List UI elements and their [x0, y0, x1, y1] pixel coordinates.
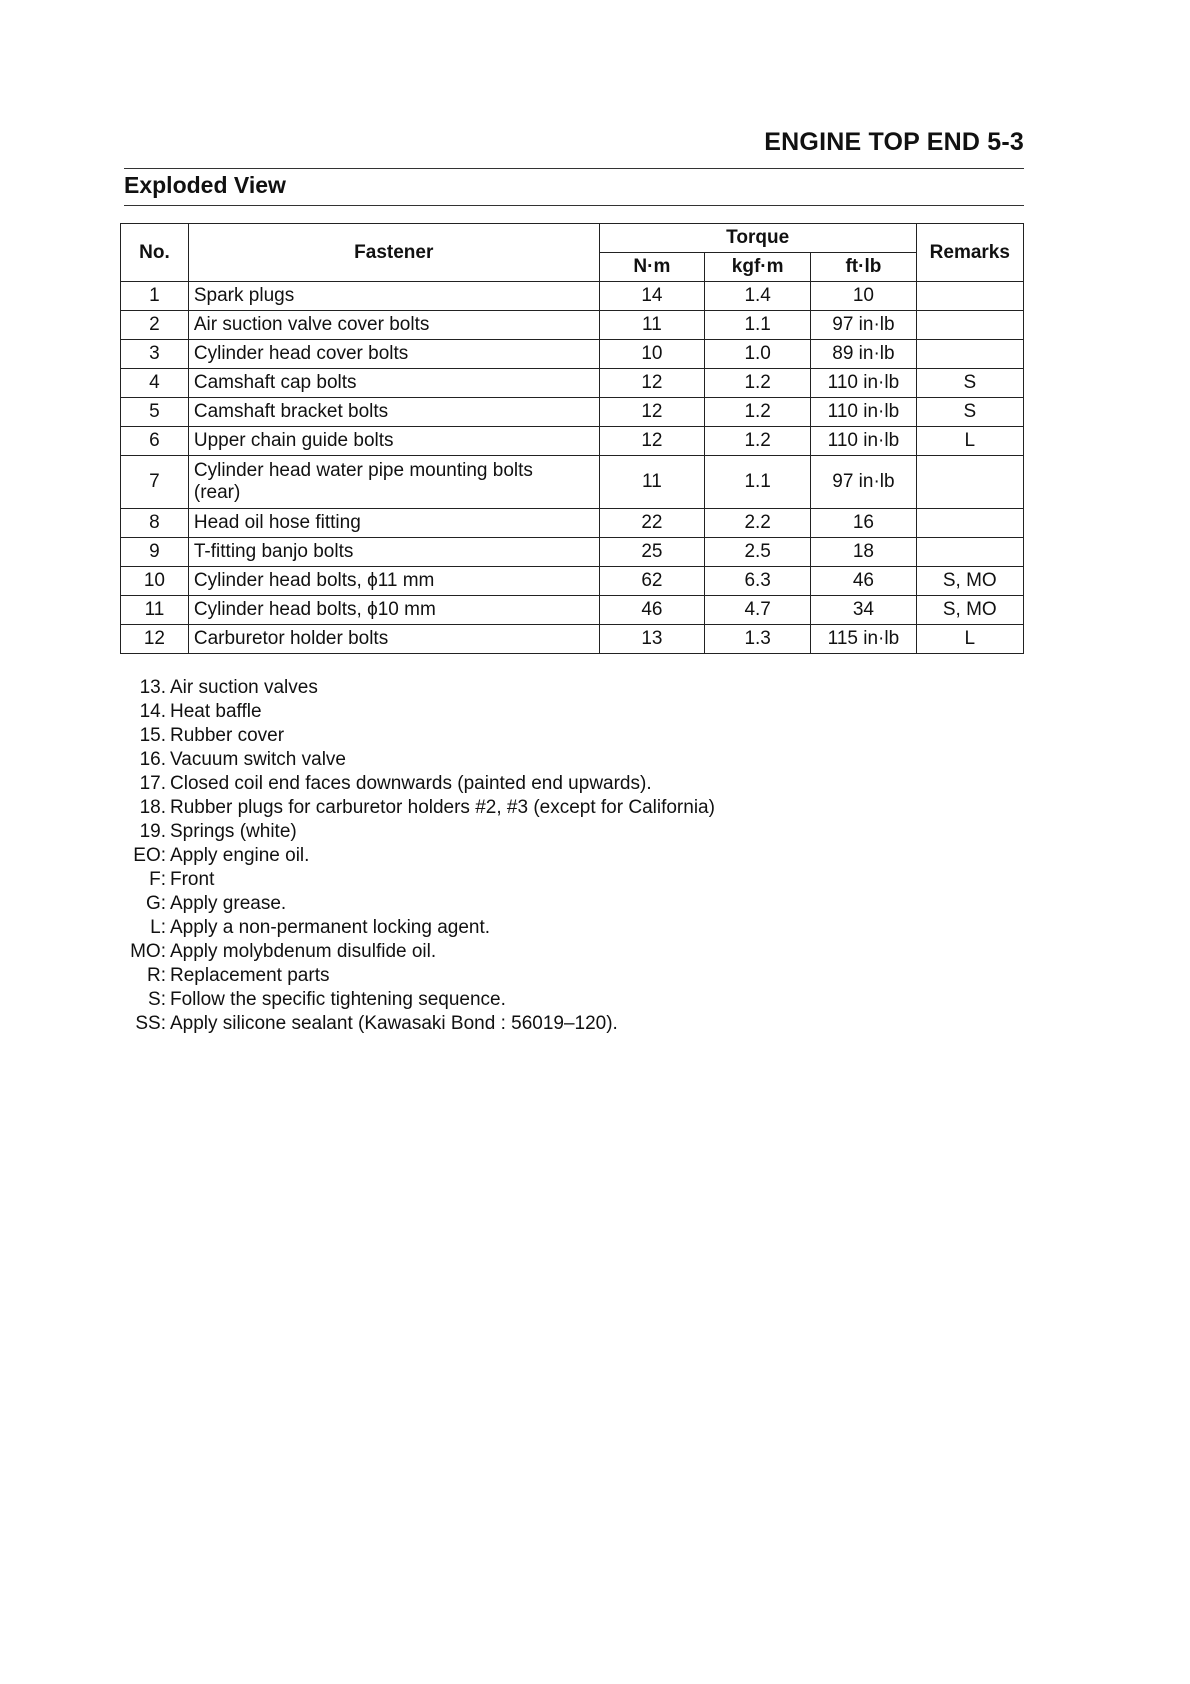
note-text: Apply grease. — [170, 893, 287, 914]
table-body — [121, 282, 1024, 654]
cell-nm: 11 — [599, 456, 704, 509]
note-item — [118, 988, 715, 1012]
note-text: Replacement parts — [170, 965, 330, 986]
top-divider — [124, 168, 1024, 169]
section-title: Exploded View — [124, 172, 286, 198]
cell-remarks: S — [916, 398, 1023, 427]
note-key: MO: — [130, 941, 166, 962]
note-text: Apply silicone sealant (Kawasaki Bond : 56019–120). — [170, 1013, 618, 1034]
cell-remarks — [916, 538, 1023, 567]
note-item — [118, 892, 715, 916]
cell-kgfm: 6.3 — [705, 567, 811, 596]
note-item — [118, 916, 715, 940]
note-item — [118, 796, 715, 820]
cell-nm: 12 — [599, 427, 704, 456]
cell-ftlb: 115 in·lb — [811, 625, 916, 654]
note-key: 14. — [139, 701, 166, 722]
cell-no: 8 — [121, 509, 189, 538]
cell-nm: 25 — [599, 538, 704, 567]
cell-remarks — [916, 456, 1023, 509]
cell-nm: 22 — [599, 509, 704, 538]
table-row — [121, 596, 1024, 625]
cell-fastener: Cylinder head bolts, ϕ11 mm — [188, 567, 599, 596]
note-text: Front — [170, 869, 215, 890]
note-text: Air suction valves — [170, 677, 318, 698]
cell-fastener: Camshaft cap bolts — [188, 369, 599, 398]
cell-no: 5 — [121, 398, 189, 427]
note-key: 13. — [139, 677, 166, 698]
header-remarks: Remarks — [916, 224, 1023, 282]
cell-fastener: Upper chain guide bolts — [188, 427, 599, 456]
cell-fastener — [188, 456, 599, 509]
cell-remarks — [916, 509, 1023, 538]
note-item — [118, 724, 715, 748]
note-text: Rubber plugs for carburetor holders #2, #3 (except for California) — [170, 797, 715, 818]
table-row — [121, 625, 1024, 654]
cell-no: 4 — [121, 369, 189, 398]
cell-no: 7 — [121, 456, 189, 509]
cell-remarks — [916, 282, 1023, 311]
cell-ftlb: 110 in·lb — [811, 427, 916, 456]
note-text: Follow the specific tightening sequence. — [170, 989, 506, 1010]
cell-fastener: Head oil hose fitting — [188, 509, 599, 538]
note-key: R: — [147, 965, 166, 986]
note-text: Apply engine oil. — [170, 845, 310, 866]
table-row — [121, 369, 1024, 398]
cell-nm: 13 — [599, 625, 704, 654]
cell-ftlb: 34 — [811, 596, 916, 625]
cell-remarks: L — [916, 625, 1023, 654]
table-header-row — [121, 224, 1024, 253]
cell-kgfm: 1.1 — [705, 456, 811, 509]
cell-nm: 12 — [599, 369, 704, 398]
note-item — [118, 748, 715, 772]
header-no: No. — [121, 224, 189, 282]
header-nm: N·m — [599, 253, 704, 282]
cell-no: 9 — [121, 538, 189, 567]
cell-no: 10 — [121, 567, 189, 596]
cell-nm: 10 — [599, 340, 704, 369]
cell-no: 12 — [121, 625, 189, 654]
table-row — [121, 398, 1024, 427]
cell-ftlb: 16 — [811, 509, 916, 538]
cell-remarks: S, MO — [916, 567, 1023, 596]
cell-fastener: Camshaft bracket bolts — [188, 398, 599, 427]
note-key: 15. — [139, 725, 166, 746]
cell-ftlb: 97 in·lb — [811, 311, 916, 340]
cell-ftlb: 18 — [811, 538, 916, 567]
note-key: 16. — [139, 749, 166, 770]
note-key: SS: — [135, 1013, 166, 1034]
cell-kgfm: 1.2 — [705, 398, 811, 427]
cell-ftlb: 89 in·lb — [811, 340, 916, 369]
torque-table — [120, 223, 1024, 654]
table-row — [121, 311, 1024, 340]
cell-kgfm: 1.1 — [705, 311, 811, 340]
cell-no: 2 — [121, 311, 189, 340]
note-text: Apply molybdenum disulfide oil. — [170, 941, 437, 962]
table-row — [121, 567, 1024, 596]
note-key: F: — [149, 869, 166, 890]
cell-nm: 11 — [599, 311, 704, 340]
page-title: ENGINE TOP END 5-3 — [764, 128, 1024, 156]
cell-no: 6 — [121, 427, 189, 456]
header-torque: Torque — [599, 224, 916, 253]
cell-no: 11 — [121, 596, 189, 625]
cell-fastener: Air suction valve cover bolts — [188, 311, 599, 340]
cell-kgfm: 1.3 — [705, 625, 811, 654]
cell-kgfm: 4.7 — [705, 596, 811, 625]
cell-remarks — [916, 340, 1023, 369]
note-text: Apply a non-permanent locking agent. — [170, 917, 491, 938]
cell-kgfm: 1.0 — [705, 340, 811, 369]
cell-ftlb: 110 in·lb — [811, 369, 916, 398]
cell-ftlb: 46 — [811, 567, 916, 596]
note-item — [118, 844, 715, 868]
note-key: 18. — [139, 797, 166, 818]
note-text: Heat baffle — [170, 701, 262, 722]
header-ftlb: ft·lb — [811, 253, 916, 282]
note-text: Vacuum switch valve — [170, 749, 346, 770]
note-text: Springs (white) — [170, 821, 297, 842]
fastener-line-2: (rear) — [193, 482, 241, 503]
table-row — [121, 456, 1024, 509]
cell-kgfm: 1.2 — [705, 427, 811, 456]
note-item — [118, 1012, 715, 1036]
note-item — [118, 868, 715, 892]
table-row — [121, 340, 1024, 369]
notes-legend — [118, 676, 715, 1036]
note-key: EO: — [133, 845, 166, 866]
cell-fastener: Cylinder head bolts, ϕ10 mm — [188, 596, 599, 625]
table-row — [121, 538, 1024, 567]
table-row — [121, 282, 1024, 311]
table-row — [121, 509, 1024, 538]
cell-remarks: S — [916, 369, 1023, 398]
cell-no: 1 — [121, 282, 189, 311]
note-key: 17. — [139, 773, 166, 794]
bottom-divider — [124, 205, 1024, 206]
cell-nm: 62 — [599, 567, 704, 596]
cell-kgfm: 1.4 — [705, 282, 811, 311]
header-fastener: Fastener — [188, 224, 599, 282]
cell-kgfm: 1.2 — [705, 369, 811, 398]
cell-remarks: L — [916, 427, 1023, 456]
note-item — [118, 700, 715, 724]
note-key: S: — [148, 989, 166, 1010]
note-text: Rubber cover — [170, 725, 285, 746]
cell-kgfm: 2.5 — [705, 538, 811, 567]
cell-no: 3 — [121, 340, 189, 369]
note-item — [118, 964, 715, 988]
note-item — [118, 940, 715, 964]
note-key: L: — [150, 917, 166, 938]
note-item — [118, 772, 715, 796]
note-key: 19. — [139, 821, 166, 842]
cell-nm: 14 — [599, 282, 704, 311]
header-kgfm: kgf·m — [705, 253, 811, 282]
cell-nm: 46 — [599, 596, 704, 625]
note-key: G: — [145, 893, 166, 914]
cell-remarks — [916, 311, 1023, 340]
cell-fastener: T-fitting banjo bolts — [188, 538, 599, 567]
cell-nm: 12 — [599, 398, 704, 427]
cell-fastener: Carburetor holder bolts — [188, 625, 599, 654]
cell-ftlb: 110 in·lb — [811, 398, 916, 427]
note-item — [118, 676, 715, 700]
cell-kgfm: 2.2 — [705, 509, 811, 538]
cell-fastener: Cylinder head cover bolts — [188, 340, 599, 369]
cell-ftlb: 10 — [811, 282, 916, 311]
note-item — [118, 820, 715, 844]
cell-fastener: Spark plugs — [188, 282, 599, 311]
cell-ftlb: 97 in·lb — [811, 456, 916, 509]
note-text: Closed coil end faces downwards (painted end upwards). — [170, 773, 652, 794]
table-row — [121, 427, 1024, 456]
fastener-line-1: Cylinder head water pipe mounting bolts — [193, 460, 533, 481]
cell-remarks: S, MO — [916, 596, 1023, 625]
